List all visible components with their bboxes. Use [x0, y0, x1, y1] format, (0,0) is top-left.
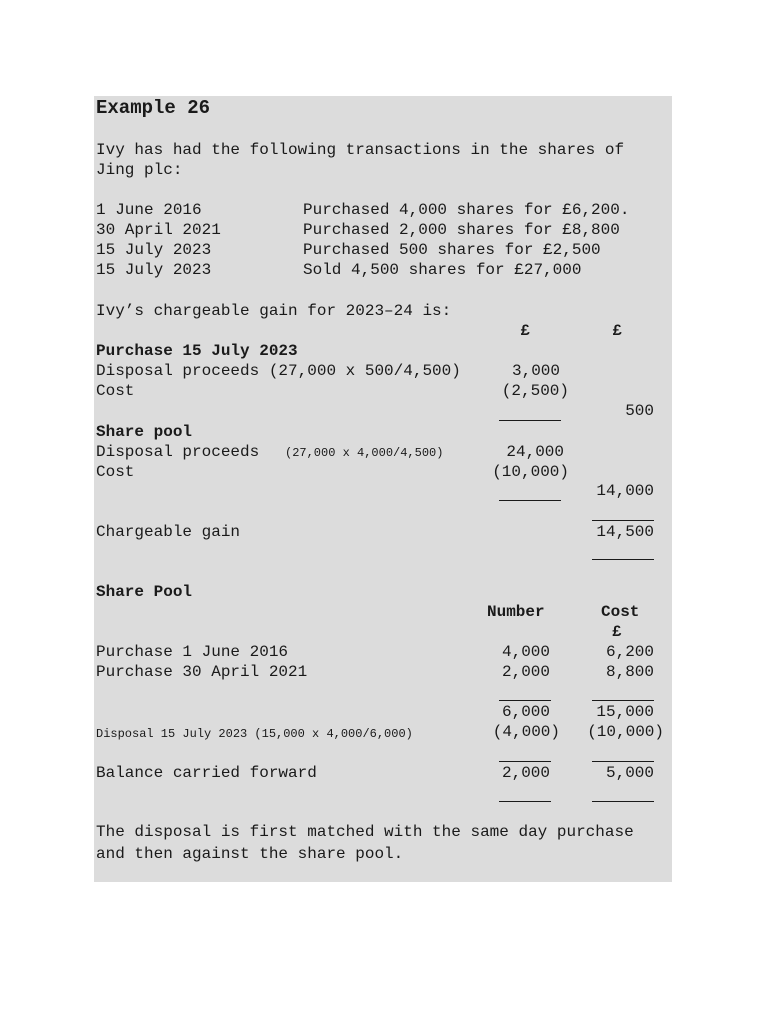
pool-col-cost: Cost: [601, 603, 640, 621]
example-title: Example 26: [96, 97, 211, 119]
chargeable-gain-value: 14,500: [596, 523, 654, 541]
pool-disposal-cost: (10,000): [587, 723, 664, 741]
intro-line-2: Jing plc:: [96, 161, 183, 179]
chargeable-gain-label: Chargeable gain: [96, 523, 241, 541]
conclusion-line-2: and then against the share pool.: [96, 845, 404, 863]
currency-header-col2: £: [612, 322, 622, 340]
total-rule: [592, 520, 654, 521]
pool-balance-cost: 5,000: [605, 764, 654, 782]
pool-row-cost: 6,200: [605, 643, 654, 661]
transaction-description: Sold 4,500 shares for £27,000: [303, 261, 582, 279]
pool-row-number: 2,000: [501, 663, 550, 681]
transaction-date: 15 July 2023: [96, 261, 212, 279]
transaction-description: Purchased 4,000 shares for £6,200.: [303, 201, 630, 219]
share-pool-cost-label: Cost: [96, 463, 135, 481]
purchase-cost-label: Cost: [96, 382, 135, 400]
share-pool-proceeds-label: Disposal proceeds: [96, 443, 260, 461]
pool-row-cost: 8,800: [605, 663, 654, 681]
transaction-date: 15 July 2023: [96, 241, 212, 259]
transaction-description: Purchased 2,000 shares for £8,800: [303, 221, 620, 239]
total-rule: [592, 801, 654, 802]
purchase-cost-value: (2,500): [501, 382, 569, 400]
total-rule: [592, 559, 654, 560]
gain-heading: Ivy’s chargeable gain for 2023–24 is:: [96, 302, 452, 320]
purchase-gain-value: 500: [625, 402, 654, 420]
share-pool-proceeds-calc: (27,000 x 4,000/4,500): [285, 446, 444, 460]
total-rule: [499, 801, 551, 802]
subtotal-rule: [499, 700, 551, 701]
subtotal-rule: [499, 500, 561, 501]
subtotal-rule: [499, 420, 561, 421]
subtotal-rule: [592, 761, 654, 762]
share-pool-gain-value: 14,000: [596, 482, 654, 500]
pool-balance-number: 2,000: [501, 764, 550, 782]
pool-col-cost-unit: £: [612, 623, 622, 641]
intro-line-1: Ivy has had the following transactions in the shares of: [96, 141, 625, 159]
pool-subtotal-cost: 15,000: [596, 703, 654, 721]
purchase-heading: Purchase 15 July 2023: [96, 342, 298, 360]
purchase-proceeds-label: Disposal proceeds (27,000 x 500/4,500): [96, 362, 461, 380]
pool-disposal-label: Disposal 15 July 2023 (15,000 x 4,000/6,000): [96, 727, 413, 741]
transaction-description: Purchased 500 shares for £2,500: [303, 241, 601, 259]
pool-subtotal-number: 6,000: [501, 703, 550, 721]
pool-table-heading: Share Pool: [96, 583, 193, 601]
share-pool-cost-value: (10,000): [492, 463, 569, 481]
pool-row-label: Purchase 30 April 2021: [96, 663, 308, 681]
conclusion-line-1: The disposal is first matched with the same day purchase: [96, 823, 634, 841]
pool-balance-label: Balance carried forward: [96, 764, 317, 782]
share-pool-heading: Share pool: [96, 423, 193, 441]
currency-header-col1: £: [520, 322, 530, 340]
pool-row-number: 4,000: [501, 643, 550, 661]
pool-disposal-number: (4,000): [492, 723, 560, 741]
subtotal-rule: [592, 700, 654, 701]
pool-row-label: Purchase 1 June 2016: [96, 643, 289, 661]
subtotal-rule: [499, 761, 551, 762]
pool-col-number: Number: [487, 603, 545, 621]
purchase-proceeds-value: 3,000: [511, 362, 560, 380]
transaction-date: 30 April 2021: [96, 221, 221, 239]
transaction-date: 1 June 2016: [96, 201, 202, 219]
share-pool-proceeds-value: 24,000: [506, 443, 564, 461]
